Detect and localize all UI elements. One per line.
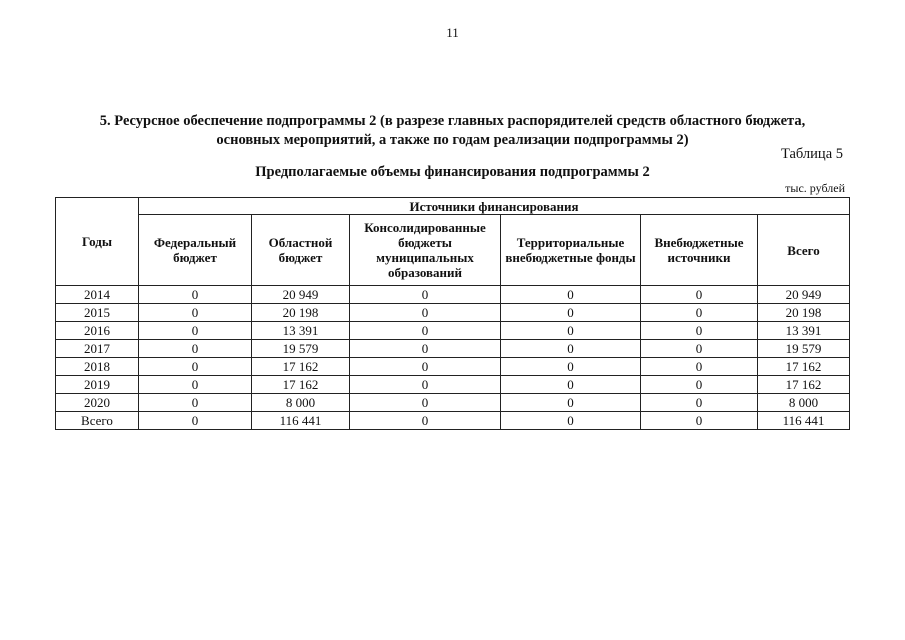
total-cell: 20 198 xyxy=(758,304,850,322)
header-years: Годы xyxy=(56,198,139,286)
header-federal-budget: Федеральный бюджет xyxy=(139,215,252,286)
extrabudgetary-sources-cell: 0 xyxy=(641,394,758,412)
header-territorial-funds: Территориальные внебюджетные фонды xyxy=(501,215,641,286)
total-cell: 19 579 xyxy=(758,340,850,358)
territorial-funds-cell: 0 xyxy=(501,322,641,340)
table-row xyxy=(56,358,850,376)
total-cell: 17 162 xyxy=(758,376,850,394)
table-row xyxy=(56,304,850,322)
regional-budget-cell: 20 198 xyxy=(252,304,350,322)
table-row xyxy=(56,286,850,304)
table-body xyxy=(56,286,850,430)
table-subheader-row xyxy=(56,215,850,286)
regional-budget-cell: 17 162 xyxy=(252,376,350,394)
year-cell: 2015 xyxy=(56,304,139,322)
table-row xyxy=(56,376,850,394)
federal-budget-cell: 0 xyxy=(139,304,252,322)
year-cell: 2020 xyxy=(56,394,139,412)
territorial-funds-cell: 0 xyxy=(501,340,641,358)
regional-budget-cell: 17 162 xyxy=(252,358,350,376)
year-cell: 2017 xyxy=(56,340,139,358)
federal-budget-cell: 0 xyxy=(139,412,252,430)
year-cell: 2019 xyxy=(56,376,139,394)
table-header-row xyxy=(56,198,850,215)
total-cell: 116 441 xyxy=(758,412,850,430)
header-total: Всего xyxy=(758,215,850,286)
extrabudgetary-sources-cell: 0 xyxy=(641,340,758,358)
municipal-budgets-cell: 0 xyxy=(350,286,501,304)
total-cell: 17 162 xyxy=(758,358,850,376)
territorial-funds-cell: 0 xyxy=(501,376,641,394)
federal-budget-cell: 0 xyxy=(139,340,252,358)
municipal-budgets-cell: 0 xyxy=(350,394,501,412)
table-row xyxy=(56,322,850,340)
municipal-budgets-cell: 0 xyxy=(350,322,501,340)
federal-budget-cell: 0 xyxy=(139,286,252,304)
header-funding-sources: Источники финансирования xyxy=(139,198,850,215)
territorial-funds-cell: 0 xyxy=(501,394,641,412)
federal-budget-cell: 0 xyxy=(139,358,252,376)
extrabudgetary-sources-cell: 0 xyxy=(641,376,758,394)
municipal-budgets-cell: 0 xyxy=(350,340,501,358)
header-extrabudgetary-sources: Внебюджетные источники xyxy=(641,215,758,286)
total-cell: 13 391 xyxy=(758,322,850,340)
extrabudgetary-sources-cell: 0 xyxy=(641,412,758,430)
municipal-budgets-cell: 0 xyxy=(350,358,501,376)
regional-budget-cell: 19 579 xyxy=(252,340,350,358)
total-cell: 8 000 xyxy=(758,394,850,412)
federal-budget-cell: 0 xyxy=(139,322,252,340)
table-row xyxy=(56,340,850,358)
year-cell: 2018 xyxy=(56,358,139,376)
territorial-funds-cell: 0 xyxy=(501,412,641,430)
extrabudgetary-sources-cell: 0 xyxy=(641,322,758,340)
section-heading xyxy=(70,112,835,150)
year-cell: Всего xyxy=(56,412,139,430)
territorial-funds-cell: 0 xyxy=(501,304,641,322)
municipal-budgets-cell: 0 xyxy=(350,304,501,322)
year-cell: 2016 xyxy=(56,322,139,340)
table-title: Предполагаемые объемы финансирования подпрограммы 2 xyxy=(255,164,650,180)
table-row xyxy=(56,394,850,412)
regional-budget-cell: 13 391 xyxy=(252,322,350,340)
table-caption: Таблица 5 xyxy=(780,146,843,162)
federal-budget-cell: 0 xyxy=(139,376,252,394)
territorial-funds-cell: 0 xyxy=(501,286,641,304)
extrabudgetary-sources-cell: 0 xyxy=(641,358,758,376)
regional-budget-cell: 20 949 xyxy=(252,286,350,304)
regional-budget-cell: 8 000 xyxy=(252,394,350,412)
section-heading-line-1: 5. Ресурсное обеспечение подпрограммы 2 (в разрезе главных распорядителей средств областного бюджета, xyxy=(99,113,806,129)
funding-table xyxy=(55,197,850,430)
extrabudgetary-sources-cell: 0 xyxy=(641,286,758,304)
federal-budget-cell: 0 xyxy=(139,394,252,412)
header-regional-budget: Областной бюджет xyxy=(252,215,350,286)
territorial-funds-cell: 0 xyxy=(501,358,641,376)
municipal-budgets-cell: 0 xyxy=(350,412,501,430)
total-cell: 20 949 xyxy=(758,286,850,304)
table-row xyxy=(56,412,850,430)
regional-budget-cell: 116 441 xyxy=(252,412,350,430)
section-heading-line-2: основных мероприятий, а также по годам реализации подпрограммы 2) xyxy=(216,132,689,148)
page-number: 11 xyxy=(446,25,459,40)
header-municipal-budgets: Консолидированные бюджеты муниципальных образований xyxy=(350,215,501,286)
units-note: тыс. рублей xyxy=(785,181,845,195)
municipal-budgets-cell: 0 xyxy=(350,376,501,394)
extrabudgetary-sources-cell: 0 xyxy=(641,304,758,322)
year-cell: 2014 xyxy=(56,286,139,304)
